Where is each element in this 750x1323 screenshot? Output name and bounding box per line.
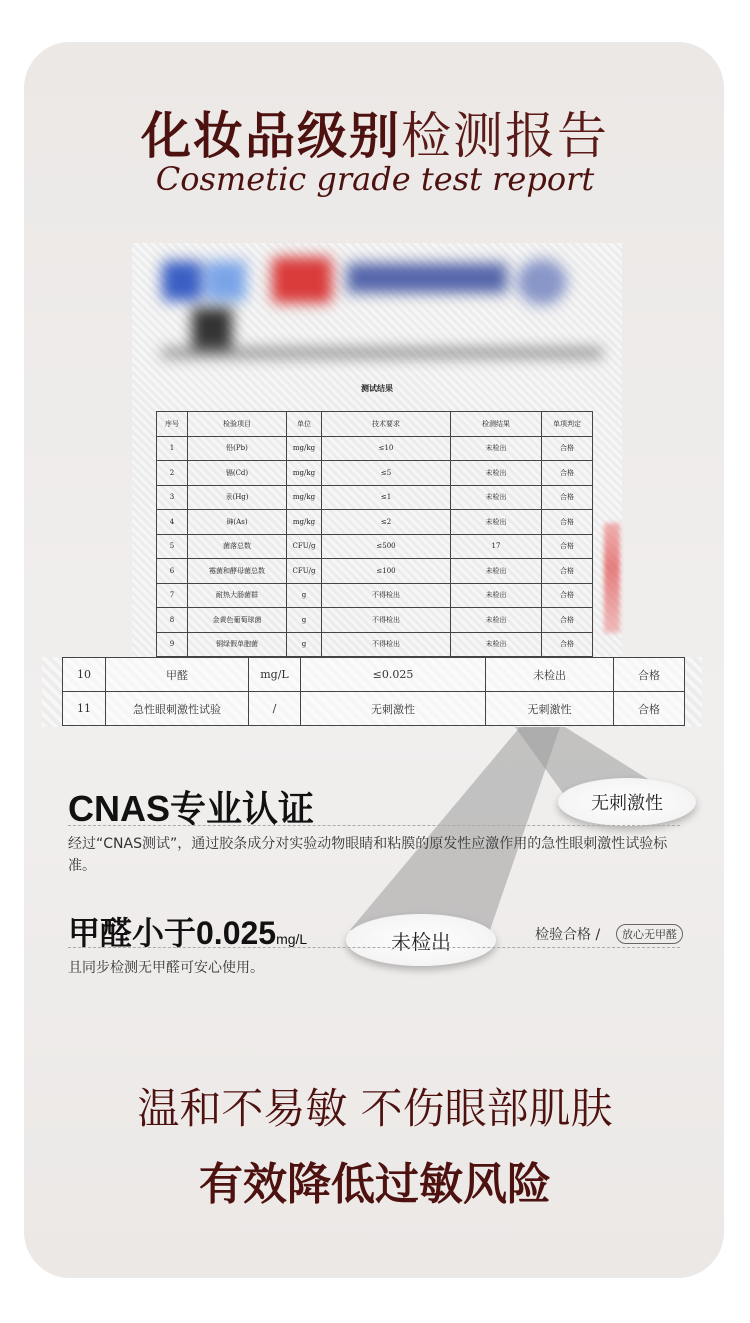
- table-cell: 单位: [287, 412, 322, 437]
- table-cell: 检验项目: [188, 412, 287, 437]
- page-subtitle: Cosmetic grade test report: [155, 160, 595, 198]
- table-cell: CFU/g: [287, 559, 322, 584]
- table-cell: 菌落总数: [188, 534, 287, 559]
- table-cell: mg/kg: [287, 436, 322, 461]
- table-cell: 9: [157, 632, 188, 657]
- table-cell: 合格: [542, 608, 593, 633]
- table-cell: ≤2: [322, 510, 451, 535]
- table-cell: 霉菌和酵母菌总数: [188, 559, 287, 584]
- table-cell: 技术要求: [322, 412, 451, 437]
- table-cell: 4: [157, 510, 188, 535]
- table-cell: 汞(Hg): [188, 485, 287, 510]
- table-cell: 未检出: [451, 485, 542, 510]
- formaldehyde-free-badge: 放心无甲醛: [616, 924, 683, 944]
- table-cell: 合格: [614, 692, 685, 726]
- pass-text: 检验合格 /: [535, 927, 601, 943]
- table-cell: 8: [157, 608, 188, 633]
- table-cell: 合格: [542, 534, 593, 559]
- table-cell: mg/L: [249, 658, 301, 692]
- table-cell: 未检出: [451, 510, 542, 535]
- table-cell: 10: [63, 658, 106, 692]
- divider: [68, 825, 680, 826]
- table-cell: g: [287, 608, 322, 633]
- callout-no-irritation: 无刺激性: [558, 778, 696, 826]
- table-cell: 未检出: [451, 583, 542, 608]
- formaldehyde-unit: mg/L: [276, 931, 308, 947]
- table-cell: 合格: [542, 559, 593, 584]
- table-cell: /: [249, 692, 301, 726]
- table-cell: 检测结果: [451, 412, 542, 437]
- table-cell: 11: [63, 692, 106, 726]
- table-cell: 未检出: [451, 436, 542, 461]
- slogan-line-2: 有效降低过敏风险: [199, 1159, 551, 1210]
- table-cell: 合格: [542, 436, 593, 461]
- divider: [68, 947, 680, 948]
- table-cell: g: [287, 583, 322, 608]
- slogan-line-1: 温和不易敏 不伤眼部肌肤: [137, 1084, 613, 1133]
- table-cell: 3: [157, 485, 188, 510]
- table-cell: 合格: [614, 658, 685, 692]
- section-formaldehyde-desc: 且同步检测无甲醛可安心使用。: [68, 960, 264, 976]
- table-cell: 2: [157, 461, 188, 486]
- table-cell: 铜绿假单胞菌: [188, 632, 287, 657]
- table-cell: 铅(Pb): [188, 436, 287, 461]
- table-cell: mg/kg: [287, 485, 322, 510]
- report-title: 测试结果: [361, 383, 393, 393]
- table-cell: 不得检出: [322, 632, 451, 657]
- table-cell: CFU/g: [287, 534, 322, 559]
- table-cell: ≤1: [322, 485, 451, 510]
- table-cell: g: [287, 632, 322, 657]
- table-cell: 序号: [157, 412, 188, 437]
- table-cell: 7: [157, 583, 188, 608]
- table-cell: 合格: [542, 510, 593, 535]
- table-cell: 1: [157, 436, 188, 461]
- table-cell: ≤5: [322, 461, 451, 486]
- table-cell: 合格: [542, 583, 593, 608]
- table-cell: 砷(As): [188, 510, 287, 535]
- title-light: 检测报告: [401, 107, 609, 165]
- section-cnas-title: CNAS专业认证: [68, 788, 315, 829]
- table-cell: 无刺激性: [301, 692, 486, 726]
- table-cell: 17: [451, 534, 542, 559]
- table-cell: 未检出: [451, 632, 542, 657]
- table-cell: 不得检出: [322, 608, 451, 633]
- table-cell: ≤100: [322, 559, 451, 584]
- table-cell: 甲醛: [106, 658, 249, 692]
- section-cnas-desc: 经过“CNAS测试”，通过胶条成分对实验动物眼睛和粘膜的原发性应激作用的急性眼刺激性试验标准。: [68, 836, 668, 874]
- table-cell: 合格: [542, 485, 593, 510]
- table-cell: ≤0.025: [301, 658, 486, 692]
- table-cell: mg/kg: [287, 510, 322, 535]
- table-cell: 未检出: [451, 461, 542, 486]
- table-cell: ≤10: [322, 436, 451, 461]
- table-cell: 未检出: [451, 608, 542, 633]
- table-cell: 镉(Cd): [188, 461, 287, 486]
- table-cell: 未检出: [486, 658, 614, 692]
- table-cell: 单项判定: [542, 412, 593, 437]
- table-cell: 不得检出: [322, 583, 451, 608]
- title-bold: 化妆品级别: [141, 106, 401, 165]
- table-cell: 6: [157, 559, 188, 584]
- table-cell: 无刺激性: [486, 692, 614, 726]
- table-cell: 未检出: [451, 559, 542, 584]
- table-cell: 5: [157, 534, 188, 559]
- table-cell: 金黄色葡萄球菌: [188, 608, 287, 633]
- table-cell: 合格: [542, 461, 593, 486]
- table-cell: 急性眼刺激性试验: [106, 692, 249, 726]
- table-cell: 合格: [542, 632, 593, 657]
- callout-not-detected: 未检出: [346, 914, 496, 966]
- table-cell: mg/kg: [287, 461, 322, 486]
- formaldehyde-title-text: 甲醛小于0.025: [68, 915, 277, 951]
- table-cell: 耐热大肠菌群: [188, 583, 287, 608]
- table-cell: ≤500: [322, 534, 451, 559]
